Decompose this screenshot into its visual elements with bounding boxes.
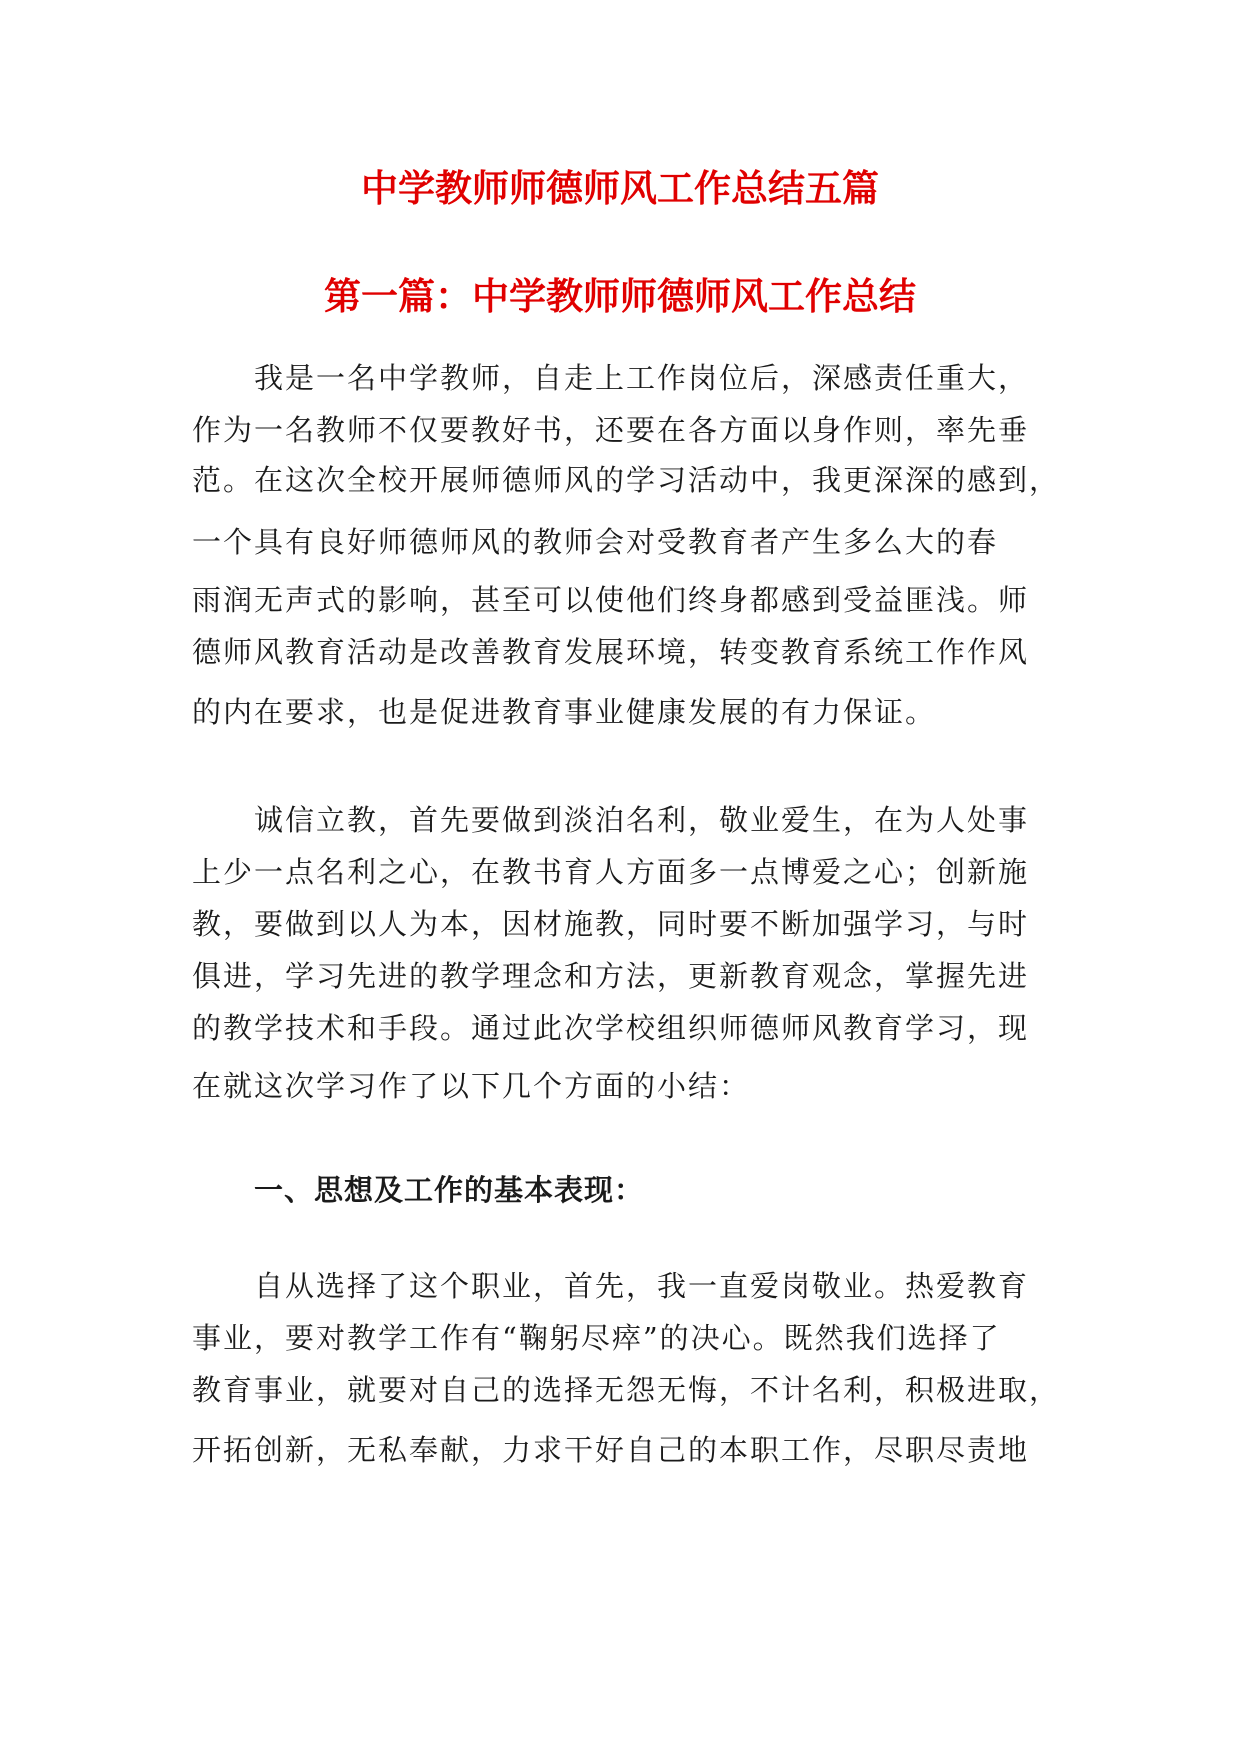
paragraph-1-line-7: 的内在要求，也是促进教育事业健康发展的有力保证。 — [192, 695, 937, 729]
section-heading: 一、思想及工作的基本表现： — [254, 1173, 645, 1207]
paragraph-2-line-2: 上少一点名利之心，在教书育人方面多一点博爱之心；创新施 — [192, 855, 1030, 889]
paragraph-2-line-3: 教，要做到以人为本，因材施教，同时要不断加强学习，与时 — [192, 907, 1030, 941]
paragraph-2-line-4: 俱进，学习先进的教学理念和方法，更新教育观念，掌握先进 — [192, 959, 1030, 993]
paragraph-3-line-3: 教育事业，就要对自己的选择无怨无悔，不计名利，积极进取， — [192, 1373, 1061, 1407]
document-title: 中学教师师德师风工作总结五篇 — [361, 167, 879, 210]
paragraph-3-line-2: 事业，要对教学工作有“鞠躬尽瘁”的决心。既然我们选择了 — [192, 1321, 1001, 1355]
paragraph-1-line-4: 一个具有良好师德师风的教师会对受教育者产生多么大的春 — [192, 525, 999, 559]
paragraph-1-line-2: 作为一名教师不仅要教好书，还要在各方面以身作则，率先垂 — [192, 413, 1030, 447]
paragraph-1-line-1: 我是一名中学教师，自走上工作岗位后，深感责任重大， — [254, 361, 1030, 395]
paragraph-3-line-1: 自从选择了这个职业，首先，我一直爱岗敬业。热爱教育 — [254, 1269, 1030, 1303]
paragraph-2-line-5: 的教学技术和手段。通过此次学校组织师德师风教育学习，现 — [192, 1011, 1030, 1045]
paragraph-1-line-6: 德师风教育活动是改善教育发展环境，转变教育系统工作作风 — [192, 635, 1030, 669]
paragraph-2-line-1: 诚信立教，首先要做到淡泊名利，敬业爱生，在为人处事 — [254, 803, 1030, 837]
paragraph-2-line-6: 在就这次学习作了以下几个方面的小结： — [192, 1069, 751, 1103]
chapter-title: 第一篇：中学教师师德师风工作总结 — [324, 275, 916, 318]
paragraph-1-line-5: 雨润无声式的影响，甚至可以使他们终身都感到受益匪浅。师 — [192, 583, 1030, 617]
paragraph-1-line-3: 范。在这次全校开展师德师风的学习活动中，我更深深的感到， — [192, 463, 1061, 497]
paragraph-3-line-4: 开拓创新，无私奉献，力求干好自己的本职工作，尽职尽责地 — [192, 1433, 1030, 1467]
